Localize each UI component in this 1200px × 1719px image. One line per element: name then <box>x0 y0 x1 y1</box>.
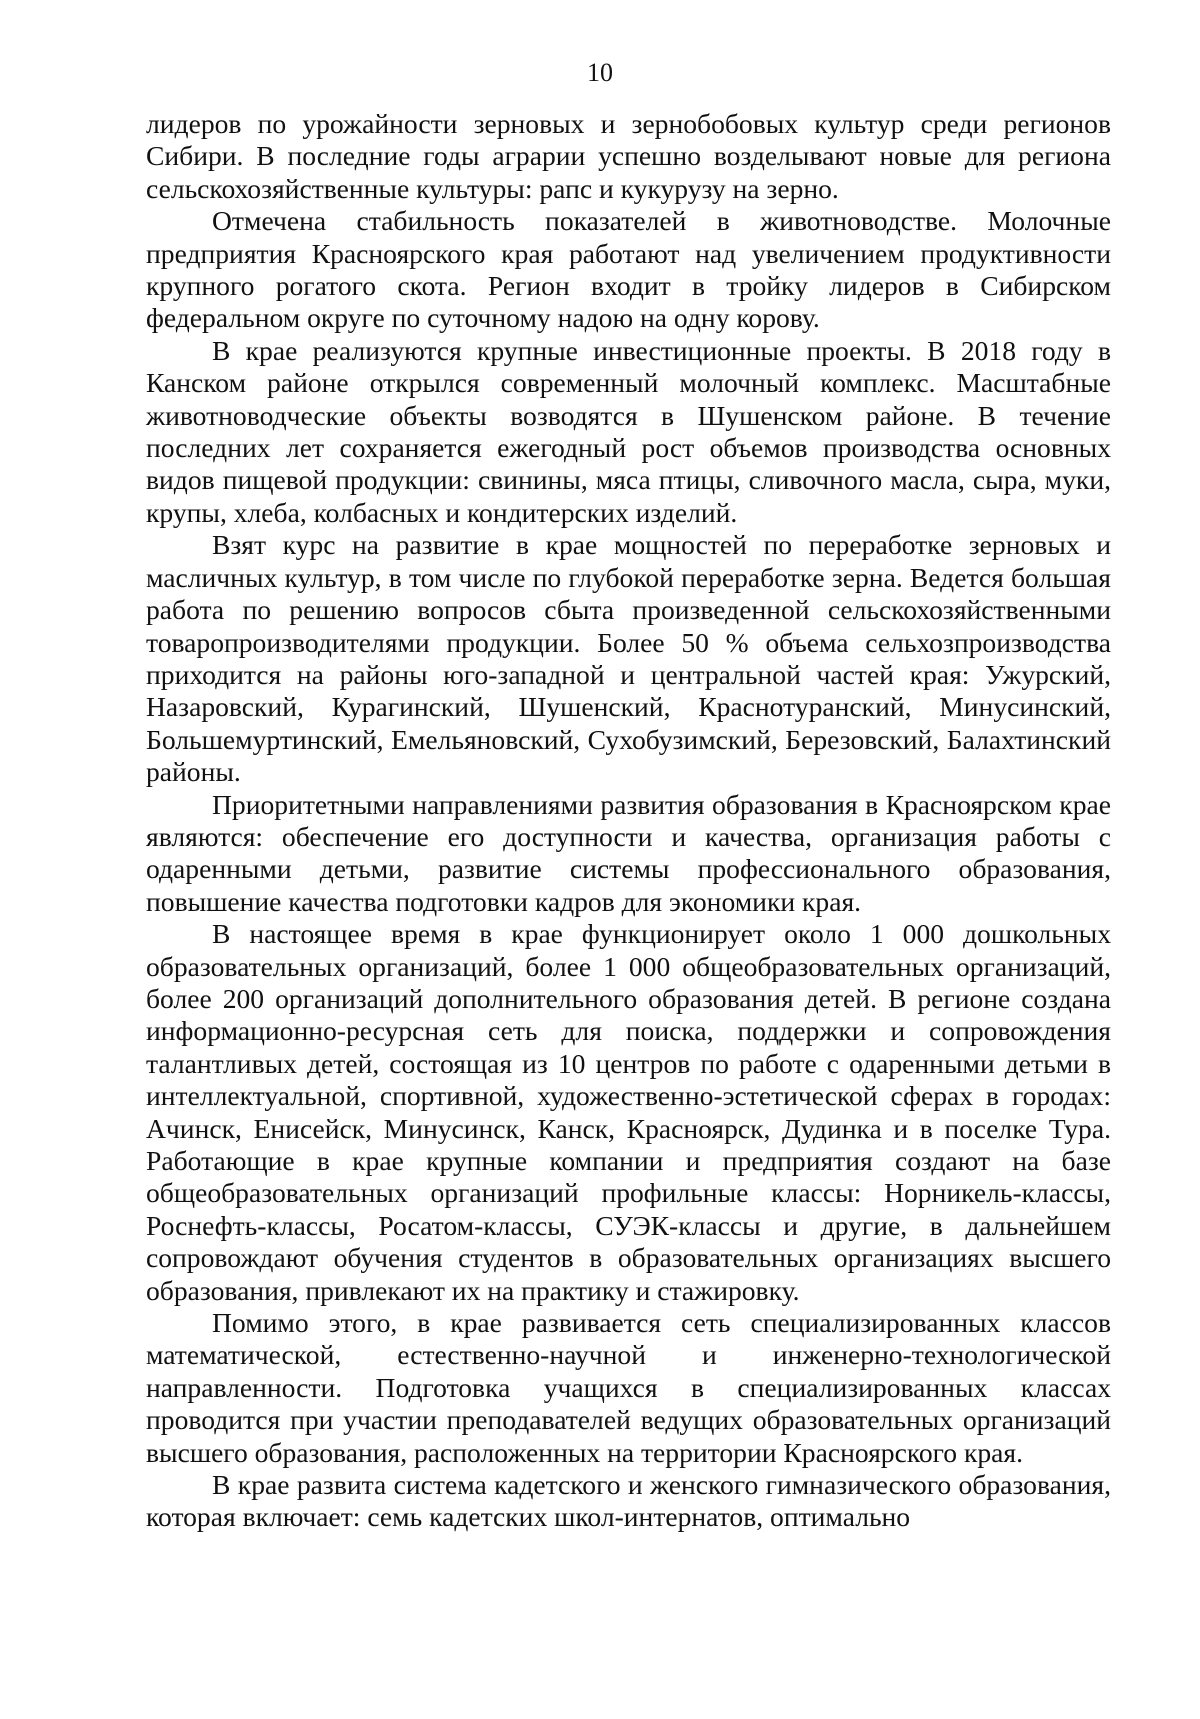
paragraph: Взят курс на развитие в крае мощностей по переработке зерновых и масличных культур, в том числе по глубокой переработке зерна. Ведется большая работа по решению вопросов сбыта произведенной сельскохозяйственными товаропроизводителями продукции. Более 50 % объема сельхозпроизводства приходится на районы юго-западной и центральной частей края: Ужурский, Назаровский, Курагинский, Шушенский, Краснотуранский, Минусинский, Большемуртинский, Емельяновский, Сухобузимский, Березовский, Балахтинский районы. <box>146 529 1111 788</box>
paragraph: Приоритетными направлениями развития образования в Красноярском крае являются: обеспечение его доступности и качества, организация работы с одаренными детьми, развитие системы профессионального образования, повышение качества подготовки кадров для экономики края. <box>146 788 1111 917</box>
body-text <box>146 108 1111 1534</box>
paragraph: В крае развита система кадетского и женского гимназического образования, которая включает: семь кадетских школ-интернатов, оптимально <box>146 1469 1111 1533</box>
paragraph: лидеров по урожайности зерновых и зернобобовых культур среди регионов Сибири. В последние годы аграрии успешно возделывают новые для региона сельскохозяйственные культуры: рапс и кукурузу на зерно. <box>146 108 1111 204</box>
paragraph: В настоящее время в крае функционирует около 1 000 дошкольных образовательных организаций, более 1 000 общеобразовательных организаций, более 200 организаций дополнительного образования детей. В регионе создана информационно-ресурсная сеть для поиска, поддержки и сопровождения талантливых детей, состоящая из 10 центров по работе с одаренными детьми в интеллектуальной, спортивной, художественно-эстетической сферах в городах: Ачинск, Енисейск, Минусинск, Канск, Красноярск, Дудинка и в поселке Тура. Работающие в крае крупные компании и предприятия создают на базе общеобразовательных организаций профильные классы: Норникель-классы, Роснефть-классы, Росатом-классы, СУЭК-классы и другие, в дальнейшем сопровождают обучения студентов в образовательных организациях высшего образования, привлекают их на практику и стажировку. <box>146 918 1111 1306</box>
paragraph: Помимо этого, в крае развивается сеть специализированных классов математической, естественно-научной и инженерно-технологической направленности. Подготовка учащихся в специализированных классах проводится при участии преподавателей ведущих образовательных организаций высшего образования, расположенных на территории Красноярского края. <box>146 1307 1111 1468</box>
paragraph: В крае реализуются крупные инвестиционные проекты. В 2018 году в Канском районе открылся современный молочный комплекс. Масштабные животноводческие объекты возводятся в Шушенском районе. В течение последних лет сохраняется ежегодный рост объемов производства основных видов пищевой продукции: свинины, мяса птицы, сливочного масла, сыра, муки, крупы, хлеба, колбасных и кондитерских изделий. <box>146 334 1111 528</box>
paragraph: Отмечена стабильность показателей в животноводстве. Молочные предприятия Красноярского края работают над увеличением продуктивности крупного рогатого скота. Регион входит в тройку лидеров в Сибирском федеральном округе по суточному надою на одну корову. <box>146 205 1111 334</box>
page-number: 10 <box>587 58 613 87</box>
